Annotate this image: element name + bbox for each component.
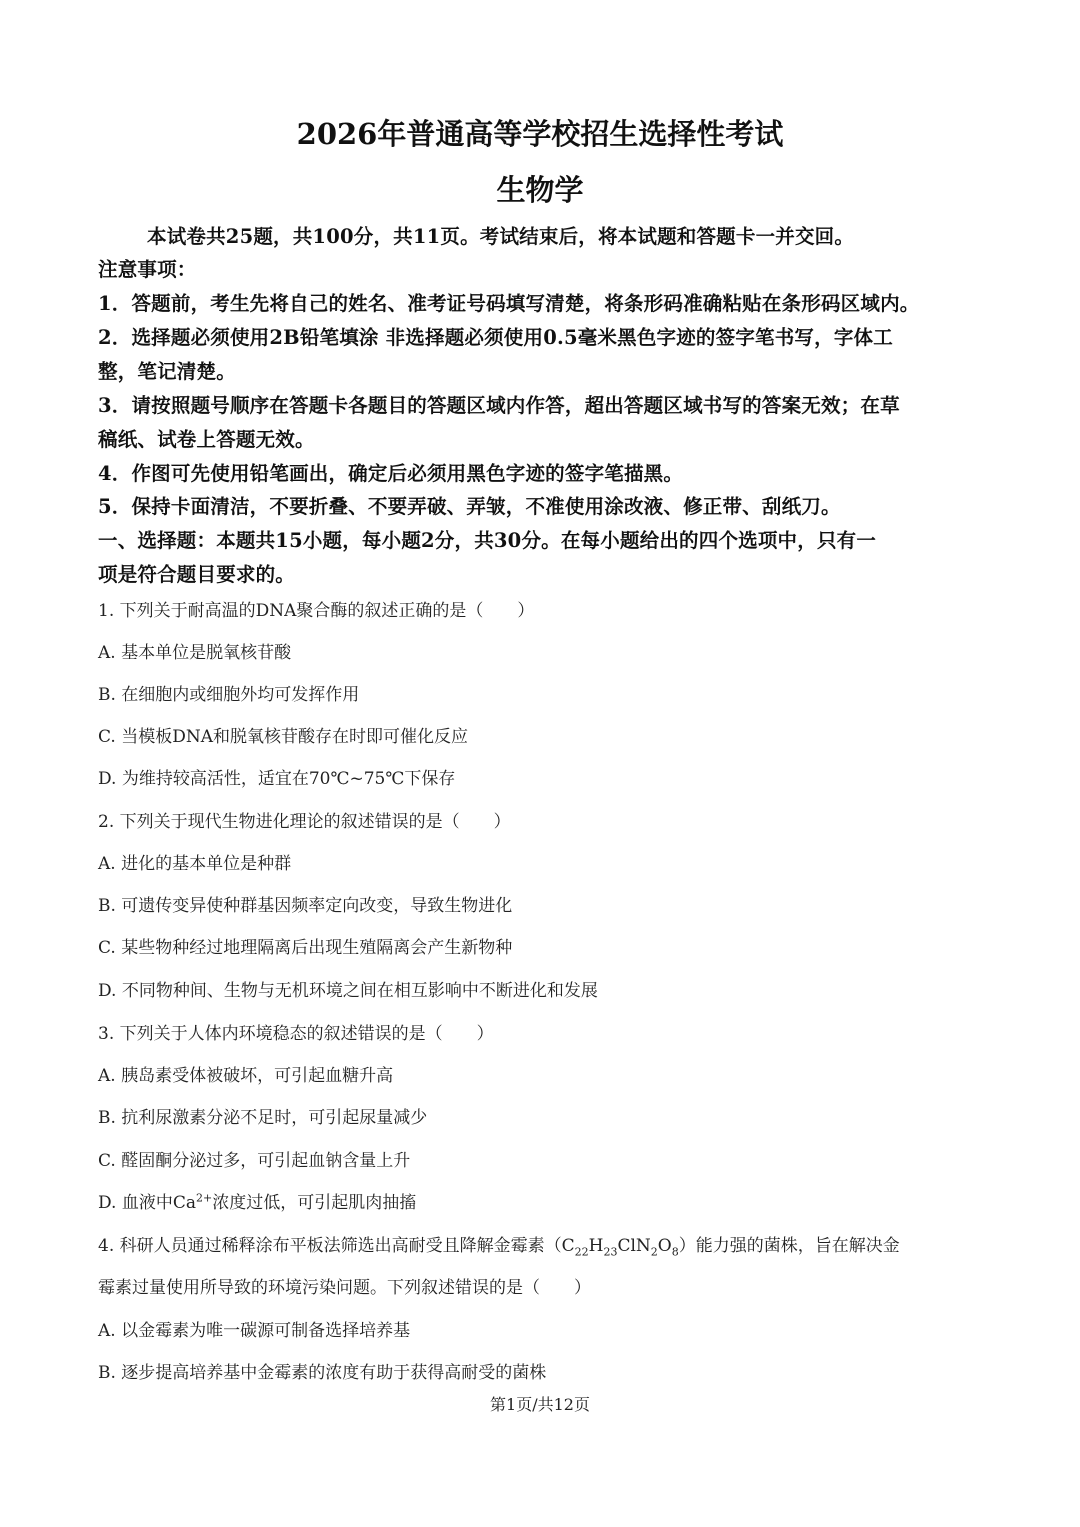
question-1-stem: 1. 下列关于耐高温的DNA聚合酶的叙述正确的是（ ） — [98, 601, 535, 621]
question-4-option-a: A. 以金霉素为唯一碳源可制备选择培养基 — [98, 1321, 411, 1341]
question-4-stem-line-1: 4. 科研人员通过稀释涂布平板法筛选出高耐受且降解金霉素$(C_{22}H_{23}ClN_2O_8)$能力强的菌株，旨在解决金 — [98, 1236, 900, 1259]
question-1-option-b: B. 在细胞内或细胞外均可发挥作用 — [98, 685, 360, 705]
question-2-option-b: B. 可遗传变异使种群基因频率定向改变，导致生物进化 — [98, 896, 513, 916]
page-footer: 第1页/共12页 — [490, 1395, 590, 1414]
notice-item-3-line-1: 3．请按照题号顺序在答题卡各题目的答题区域内作答，超出答题区域书写的答案无效；在草 — [98, 394, 900, 417]
question-1-option-d: D. 为维持较高活性，适宜在70℃~75℃下保存 — [98, 769, 456, 789]
question-2-stem: 2. 下列关于现代生物进化理论的叙述错误的是（ ） — [98, 812, 511, 832]
notice-item-5: 5．保持卡面清洁，不要折叠、不要弄破、弄皱，不准使用涂改液、修正带、刮纸刀。 — [98, 495, 841, 518]
question-3-option-b: B. 抗利尿激素分泌不足时，可引起尿量减少 — [98, 1108, 428, 1128]
question-2-option-c: C. 某些物种经过地理隔离后出现生殖隔离会产生新物种 — [98, 938, 513, 958]
notice-item-3-line-2: 稿纸、试卷上答题无效。 — [98, 428, 315, 451]
subject-title: 生物学 — [496, 173, 584, 207]
notice-item-1: 1．答题前，考生先将自己的姓名、准考证号码填写清楚，将条形码准确粘贴在条形码区域内。 — [98, 292, 920, 315]
question-2-option-d: D. 不同物种间、生物与无机环境之间在相互影响中不断进化和发展 — [98, 981, 598, 1001]
question-2-option-a: A. 进化的基本单位是种群 — [98, 854, 292, 874]
question-1-option-c: C. 当模板DNA和脱氧核苷酸存在时即可催化反应 — [98, 727, 468, 747]
question-1-option-a: A. 基本单位是脱氧核苷酸 — [98, 643, 292, 663]
page-title: 2026年普通高等学校招生选择性考试 — [296, 117, 784, 151]
question-4-stem-line-2: 霉素过量使用所导致的环境污染问题。下列叙述错误的是（ ） — [98, 1278, 591, 1298]
question-3-option-a: A. 胰岛素受体被破坏，可引起血糖升高 — [98, 1066, 394, 1086]
section-heading-line-1: 一、选择题：本题共15小题，每小题2分，共30分。在每小题给出的四个选项中，只有一 — [98, 529, 877, 552]
notice-item-2-line-1: 2．选择题必须使用2B铅笔填涂 非选择题必须使用0.5毫米黑色字迹的签字笔书写，字体工 — [98, 326, 893, 349]
notice-item-2-line-2: 整，笔记清楚。 — [98, 360, 236, 383]
notice-item-4: 4．作图可先使用铅笔画出，确定后必须用黑色字迹的签字笔描黑。 — [98, 462, 684, 485]
notice-heading: 注意事项： — [98, 258, 197, 281]
question-4-option-b: B. 逐步提高培养基中金霉素的浓度有助于获得高耐受的菌株 — [98, 1363, 547, 1383]
question-3-option-d: D. 血液中$Ca^{2+}$浓度过低，可引起肌肉抽搐 — [98, 1191, 417, 1213]
question-3-option-c: C. 醛固酮分泌过多，可引起血钠含量上升 — [98, 1151, 411, 1171]
question-3-stem: 3. 下列关于人体内环境稳态的叙述错误的是（ ） — [98, 1024, 494, 1044]
section-heading-line-2: 项是符合题目要求的。 — [98, 563, 296, 586]
ion-charge: 2+ — [195, 1191, 213, 1205]
intro-text: 本试卷共25题，共100分，共11页。考试结束后，将本试题和答题卡一并交回。 — [147, 225, 855, 248]
